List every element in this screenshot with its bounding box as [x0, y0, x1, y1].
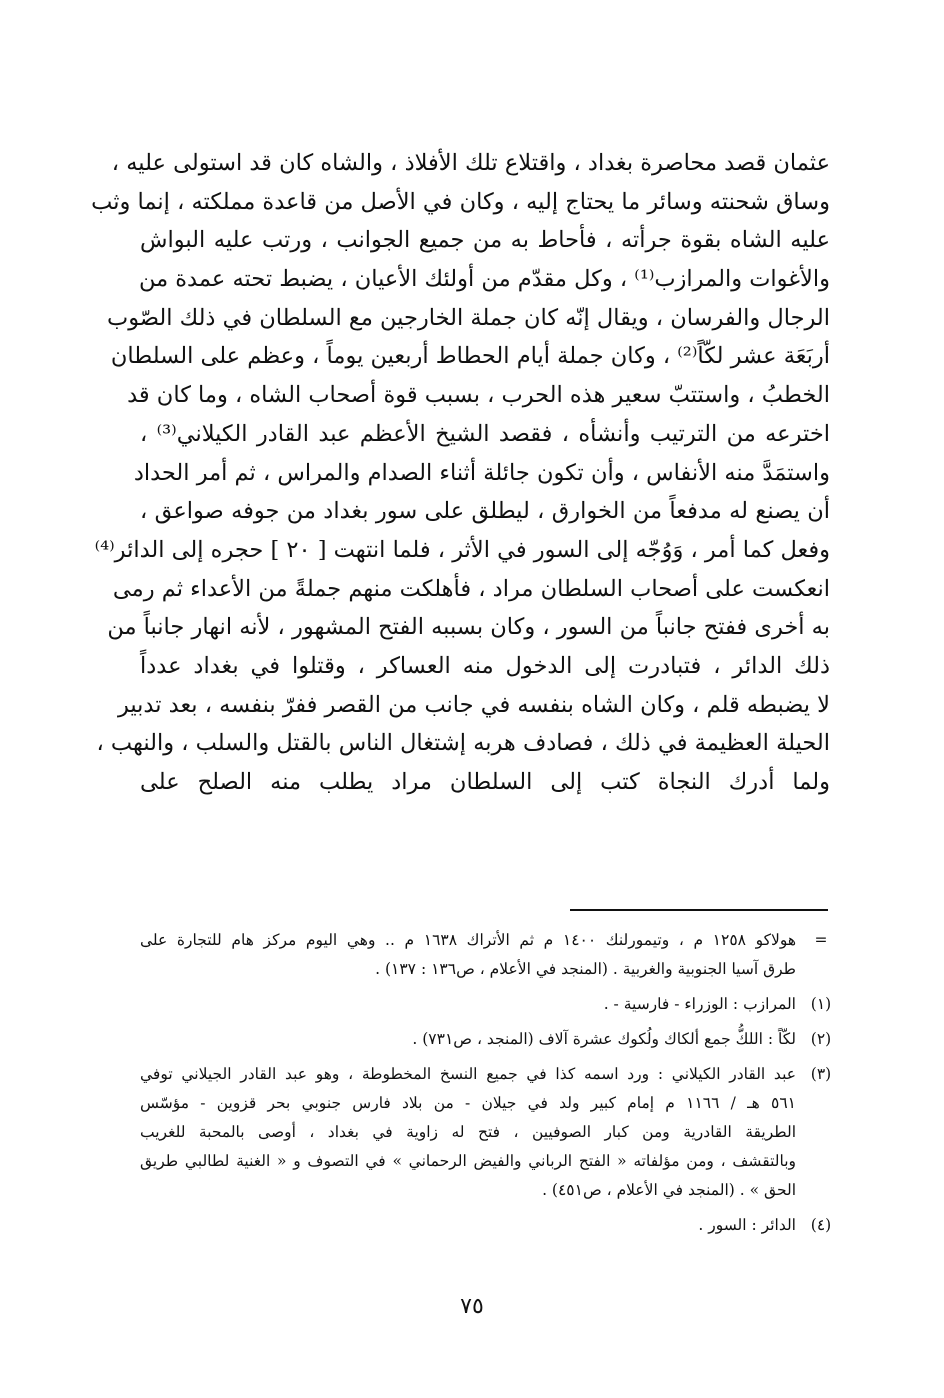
body-line: أن يصنع له مدفعاً من الخوارق ، ليطلق على سور بغداد من جوفه صواعق ،	[140, 498, 830, 525]
footnote-marker: (١)	[810, 995, 832, 1013]
body-line: به أخرى ففتح جانباً من السور ، وكان بسببه الفتح المشهور ، لأنه انهار جانباً من	[107, 614, 830, 641]
body-line: عليه الشاه بقوة جرأته ، فأحاط به من جميع الجوانب ، ورتب عليه البواش	[140, 227, 830, 254]
footnote-1	[140, 990, 840, 1019]
footnote-3	[140, 1060, 840, 1205]
footnote-line: وبالتقشف ، ومن مؤلفاته « الفتح الرباني والفيض الرحماني » في التصوف و « الغنية لطالبي طريق	[140, 1152, 796, 1170]
footnote-marker: (٢)	[810, 1030, 832, 1048]
footnote-line: عبد القادر الكيلاني : ورد اسمه كذا في جميع النسخ المخطوطة ، وهو عبد القادر الجيلاني توفي	[140, 1065, 796, 1083]
body-line: والأغوات والمرازب⁽¹⁾ ، وكل مقدّم من أولئك الأعيان ، يضبط تحته عمدة من	[138, 266, 830, 293]
footnotes-section	[140, 926, 840, 1246]
footnote-4	[140, 1211, 840, 1240]
footnote-marker: =	[814, 931, 828, 949]
footnote-marker: (٣)	[810, 1065, 832, 1083]
footnote-continuation	[140, 926, 840, 984]
body-line: الخطبُ ، واستتبّ سعير هذه الحرب ، بسبب قوة أصحاب الشاه ، وما كان قد	[127, 382, 830, 409]
footnote-line: الدائر : السور .	[698, 1216, 796, 1234]
body-line: واستمَدَّ منه الأنفاس ، وأن تكون جائلة أثناء الصدام والمراس ، ثم أمر الحداد	[133, 459, 830, 486]
body-line: الرجال والفرسان ، ويقال إنّه كان جملة الخارجين مع السلطان في ذلك الصّوب	[107, 304, 830, 331]
footnote-line: طرق آسيا الجنوبية والغربية . (المنجد في الأعلام ، ص١٣٦ : ١٣٧) .	[375, 960, 796, 978]
footnote-line: هولاكو ١٢٥٨ م ، وتيمورلنك ١٤٠٠ م ثم الأتراك ١٦٣٨ م .. وهي اليوم مركز هام للتجارة على	[140, 931, 797, 949]
footnote-2	[140, 1025, 840, 1054]
footnote-line: لكّاً : اللكُّ جمع ألكاك ولُكوك عشرة آلاف (المنجد ، ص٧٣١) .	[412, 1030, 796, 1048]
body-line: وفعل كما أمر ، وَوُجّه إلى السور في الأثر ، فلما انتهت [ ٢٠ ] حجره إلى الدائر⁽⁴⁾	[94, 536, 830, 563]
body-line: لا يضبطه قلم ، وكان الشاه بنفسه في جانب من القصر ففرّ بنفسه ، بعد تدبير	[117, 691, 830, 718]
footnote-marker: (٤)	[810, 1216, 832, 1234]
footnote-line: ٥٦١ هـ / ١١٦٦ م إمام كبير ولد في جيلان - من بلاد فارس جنوبي بحر قزوين - مؤسّس	[140, 1094, 796, 1112]
footnote-line: الحق » . (المنجد في الأعلام ، ص٤٥١) .	[542, 1181, 796, 1199]
main-body-text	[91, 144, 830, 802]
body-line: وساق شحنته وسائر ما يحتاج إليه ، وكان في الأصل من قاعدة مملكته ، إنما وثب	[91, 188, 830, 215]
body-line: ذلك الدائر ، فتبادرت إلى الدخول منه العساكر ، وقتلوا في بغداد عدداً	[140, 652, 830, 679]
body-line: عثمان قصد محاصرة بغداد ، واقتلاع تلك الأفلاذ ، والشاه كان قد استولى عليه ،	[111, 150, 830, 176]
page-number: ٧٥	[460, 1294, 484, 1319]
footnote-line: المرازب : الوزراء - فارسية - .	[603, 995, 796, 1013]
body-line: انعكست على أصحاب السلطان مراد ، فأهلكت منهم جملةً من الأعداء ثم رمى	[112, 575, 830, 602]
body-line: الحيلة العظيمة في ذلك ، فصادف هربه إشتغال الناس بالقتل والسلب ، والنهب ،	[96, 730, 830, 757]
footnote-separator	[570, 909, 828, 911]
body-line: اخترعه من الترتيب وأنشأه ، فقصد الشيخ الأعظم عبد القادر الكيلاني⁽³⁾ ،	[140, 420, 830, 447]
body-line: ولما أدرك النجاة كتب إلى السلطان مراد يطلب منه الصلح على	[140, 769, 830, 795]
footnote-line: الطريقة القادرية ومن كبار الصوفيين ، فتح له زاوية في بغداد ، أوصى بالمحبة للغريب	[140, 1123, 796, 1141]
body-line: أربَعَة عشر لكّاً⁽²⁾ ، وكان جملة أيام الحطاط أربعين يوماً ، وعظم على السلطان	[110, 343, 830, 370]
